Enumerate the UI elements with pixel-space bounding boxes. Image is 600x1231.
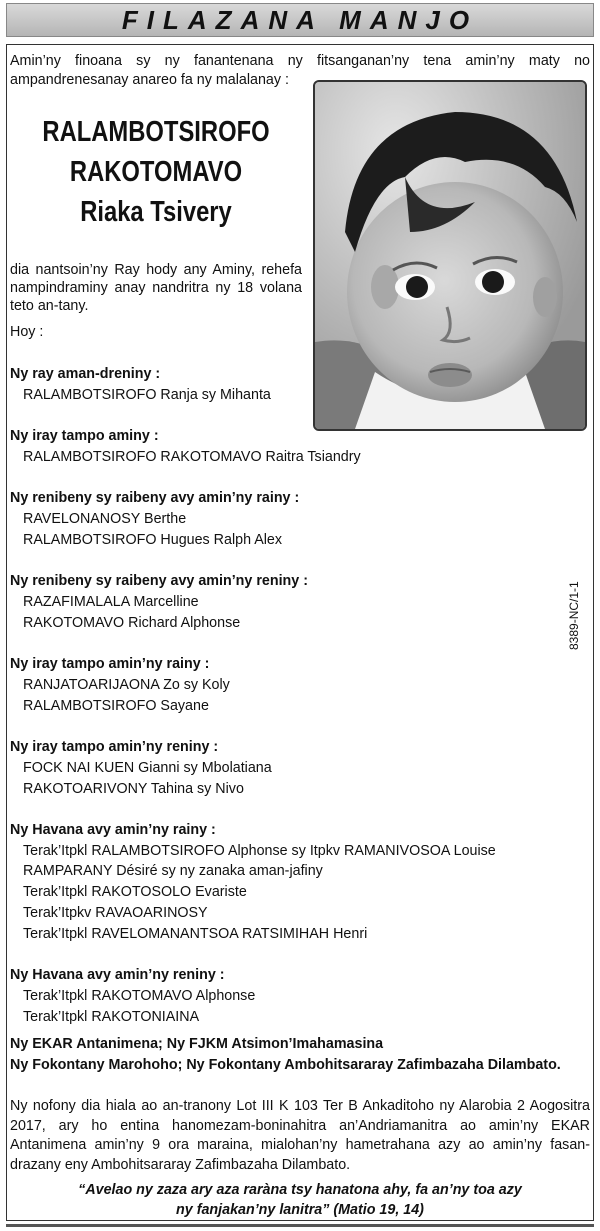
family-member: RAVELONANOSY Berthe	[23, 511, 187, 527]
family-member: RALAMBOTSIROFO Hugues Ralph Alex	[23, 532, 283, 548]
church-line: Ny EKAR Antanimena; Ny FJKM Atsimon’Imahamasina	[10, 1036, 384, 1052]
deceased-name-line-2: RAKOTOMAVO	[69, 156, 243, 188]
family-member: Terak’Itpkl RAKOTOSOLO Evariste	[23, 884, 247, 900]
family-member: RAZAFIMALALA Marcelline	[23, 594, 199, 610]
family-member: RALAMBOTSIROFO RAKOTOMAVO Raitra Tsiandry	[23, 449, 361, 465]
family-member: FOCK NAI KUEN Gianni sy Mbolatiana	[23, 760, 272, 776]
bottom-rule	[6, 1224, 594, 1227]
intro-text: Amin’ny finoana sy ny fanantenana ny fitsanganan’ny tena amin’ny maty no ampandrenesanay anareo fa ny malalanay :	[10, 53, 590, 88]
family-heading: Ny Havana avy amin’ny rainy :	[10, 822, 216, 838]
family-heading: Ny iray tampo amin’ny rainy :	[10, 656, 210, 672]
hoy-label: Hoy :	[10, 324, 44, 340]
family-heading: Ny iray tampo aminy :	[10, 428, 159, 444]
header-title: FILAZANA MANJO	[121, 4, 479, 35]
announcement-text: dia nantsoin’ny Ray hody any Aminy, rehefa nampindraminy anay nandritra ny 18 volana teto an-tany.	[10, 262, 302, 314]
family-heading: Ny Havana avy amin’ny reniny :	[10, 967, 225, 983]
deceased-photo	[313, 80, 587, 431]
family-heading: Ny renibeny sy raibeny avy amin’ny reniny :	[10, 573, 308, 589]
family-heading: Ny renibeny sy raibeny avy amin’ny rainy :	[10, 490, 300, 506]
family-member: RALAMBOTSIROFO Sayane	[23, 698, 209, 714]
family-member: Terak’Itpkv RAVAOARINOSY	[23, 905, 208, 921]
bible-quote-line-2	[10, 1200, 590, 1220]
family-member: RANJATOARIJAONA Zo sy Koly	[23, 677, 230, 693]
family-member: Terak’Itpkl RAVELOMANANTSOA RATSIMIHAH Henri	[23, 926, 368, 942]
family-member: Terak’Itpkl RAKOTOMAVO Alphonse	[23, 988, 256, 1004]
bible-quote-line-1: “Avelao ny zaza ary aza raràna tsy hanatona ahy, fa an’ny toa azy	[78, 1182, 522, 1198]
family-member: RAMPARANY Désiré sy ny zanaka aman-jafiny	[23, 863, 323, 879]
deceased-name-line-1: RALAMBOTSIROFO	[42, 116, 270, 148]
family-heading: Ny ray aman-dreniny :	[10, 366, 161, 382]
funeral-details: Ny nofony dia hiala ao an-tranony Lot III K 103 Ter B Ankaditoho ny Alarobia 2 Aogositra 2017, ary ho entina hanomezam-boninahitra an’Andriamanitra ao amin’ny EKAR Antanimena amin’ny 9 ora maraina, mialohan’ny hametrahana azy ao amin’ny fasan-drazany eny Ambohitsararay Zafimbazaha Dilambato.	[10, 1098, 590, 1173]
announcement-header	[6, 3, 594, 37]
family-member: Terak’Itpkl RALAMBOTSIROFO Alphonse sy Itpkv RAMANIVOSOA Louise	[23, 843, 496, 859]
fokontany-line: Ny Fokontany Marohoho; Ny Fokontany Ambohitsararay Zafimbazaha Dilambato.	[10, 1057, 561, 1073]
family-member: RAKOTOARIVONY Tahina sy Nivo	[23, 781, 244, 797]
quote-citation: (Matio 19, 14)	[333, 1202, 424, 1218]
quote-text: ny fanjakan’ny lanitra”	[176, 1202, 330, 1218]
reference-code: 8389-NC/1-1	[567, 581, 581, 650]
deceased-name-line-3: Riaka Tsivery	[80, 196, 232, 228]
family-member: RAKOTOMAVO Richard Alphonse	[23, 615, 241, 631]
family-member: Terak’Itpkl RAKOTONIAINA	[23, 1009, 200, 1025]
family-heading: Ny iray tampo amin’ny reniny :	[10, 739, 219, 755]
family-member: RALAMBOTSIROFO Ranja sy Mihanta	[23, 387, 271, 403]
child-portrait-image	[315, 82, 585, 429]
